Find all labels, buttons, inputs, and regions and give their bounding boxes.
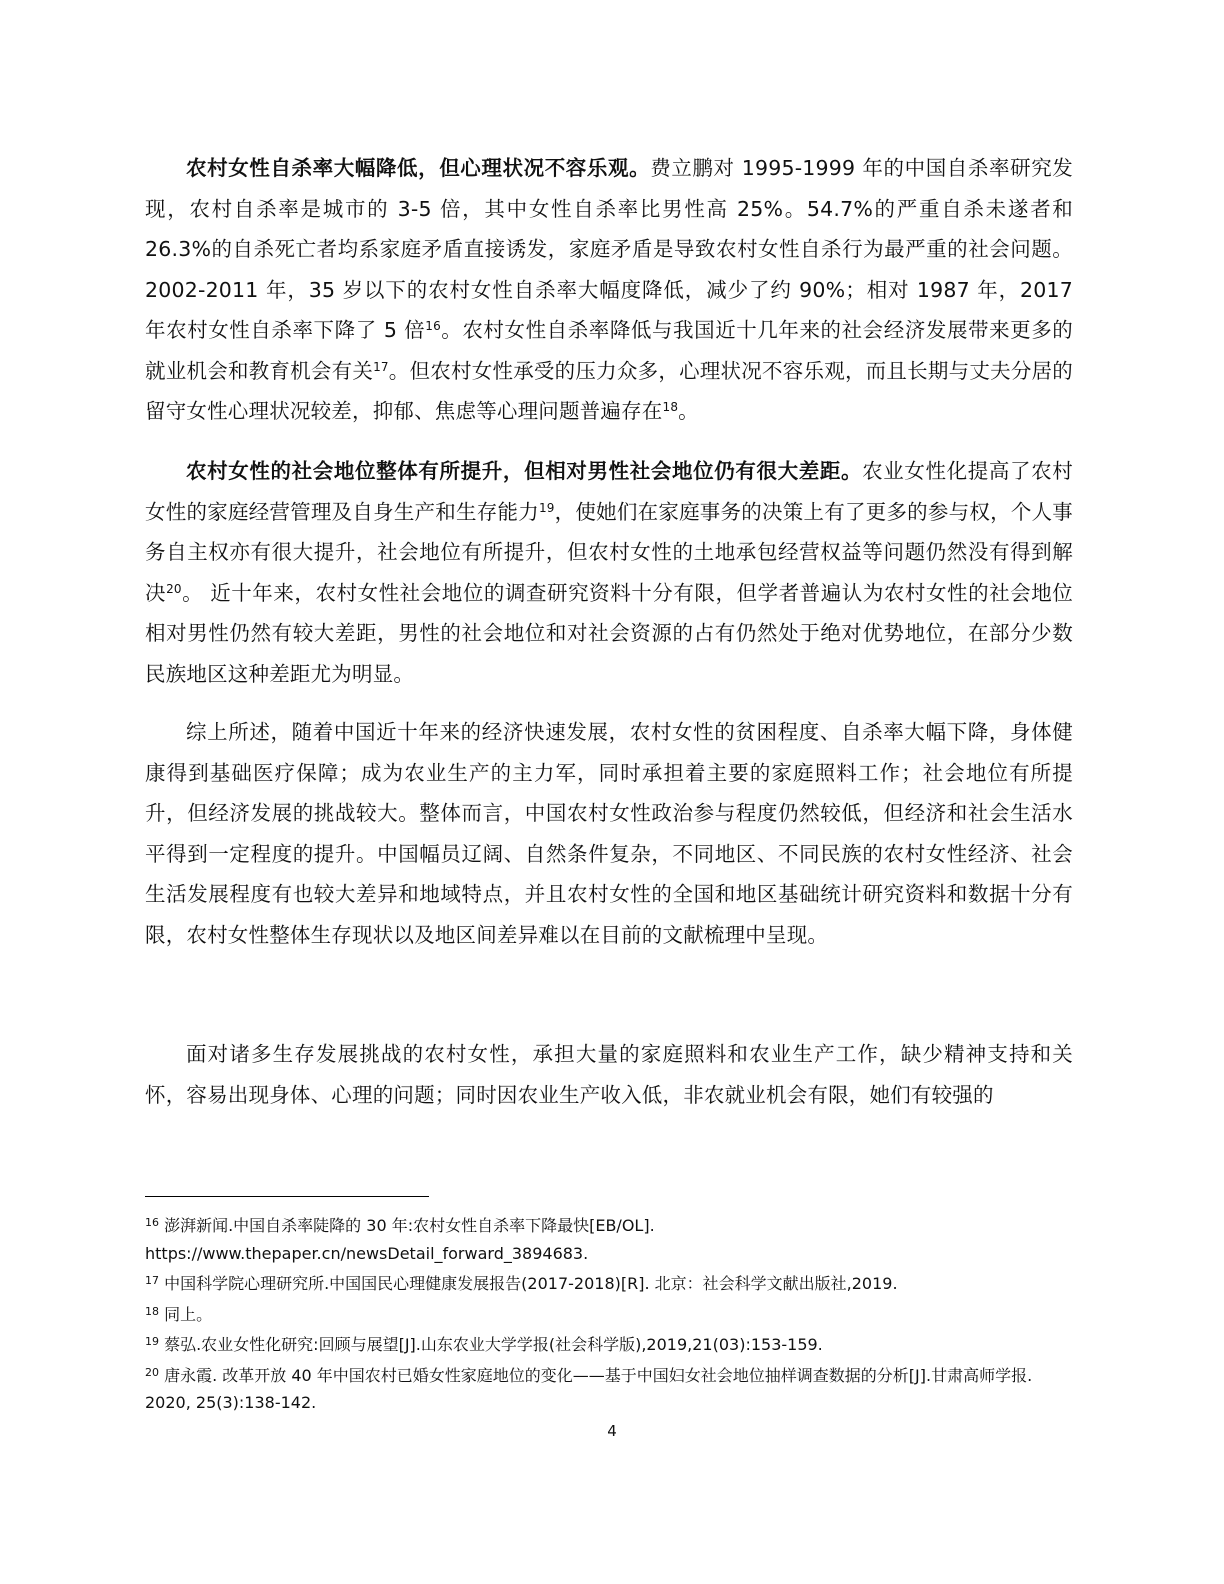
paragraph-suicide-mental-health [145,148,1073,432]
footnote-number: 17 [145,1274,159,1287]
paragraph-text: 2002-2011 年，35 岁以下的农村女性自杀率大幅度降低，减少了约 90%；相对 1987 年，2017 年农村女性自杀率下降了 5 倍 [145,277,1073,342]
paragraph-social-status [145,451,1073,694]
paragraph-text: ，使她们在家庭事务的决策上有了更多的参与权，个人事务自主权亦有很大提升，社会地位有所提升，但农村女性的土地承包经营权益等问题仍然没有得到解决 [145,499,1073,605]
paragraph-challenges: 面对诸多生存发展挑战的农村女性，承担大量的家庭照料和农业生产工作，缺少精神支持和关怀，容易出现身体、心理的问题；同时因农业生产收入低，非农就业机会有限，她们有较强的 [145,1042,1073,1107]
footnote-separator [145,1196,429,1197]
footnote-text: 唐永霞. 改革开放 40 年中国农村已婚女性家庭地位的变化——基于中国妇女社会地位抽样调查数据的分析[J].甘肃高师学报. 2020, 25(3):138-142. [145,1365,1033,1412]
footnote-ref-17[interactable]: 17 [373,359,389,374]
paragraph-lead-heading: 农村女性自杀率大幅降低，但心理状况不容乐观。 [186,156,651,180]
footnote-text: 蔡弘.农业女性化研究:回顾与展望[J].山东农业大学学报(社会科学版),2019,21(03):153-159. [164,1335,823,1354]
paragraph-text: 费立鹏对 1995-1999 年的中国自杀率研究发现，农村自杀率是城市的 3-5 倍，其中女性自杀率比男性高 25%。54.7%的严重自杀未遂者和 26.3%的自杀死亡者均系家庭矛盾直接诱发， [145,156,1073,261]
emphasized-statement: 家庭矛盾是导致农村女性自杀行为最严重的社会问题。 [568,237,1073,261]
paragraph-text: 农业女性化提高了农村女性的家庭经营管理及自身生产和生存能力 [145,459,1074,524]
paragraph-text: 。农村女性自杀率降低与我国近十几年来的社会经济发展带来更多的就业机会和教育机会有关 [145,318,1073,383]
footnote-text: 澎湃新闻.中国自杀率陡降的 30 年:农村女性自杀率下降最快[EB/OL]. [164,1216,655,1235]
footnote-number: 18 [145,1304,159,1318]
paragraph-text: 。 近十年来，农村女性社会地位的调查研究资料十分有限，但学者普遍认为农村女性的社会地位相对男性仍然有较大差距，男性的社会地位和对社会资源的占有仍然处于绝对优势地位，在部分少数民族地区这种差距尤为明显。 [145,580,1073,686]
footnote-url[interactable]: https://www.thepaper.cn/newsDetail_forward_3894683. [145,1243,589,1263]
footnote-ref-20[interactable]: 20 [166,581,182,596]
footnote-number: 16 [145,1216,159,1229]
footnotes [145,1212,1073,1420]
footnote-18 [145,1301,1073,1329]
footnote-text: 中国科学院心理研究所.中国国民心理健康发展报告(2017-2018)[R]. 北京：社会科学文献出版社,2019. [164,1274,898,1293]
footnote-17 [145,1270,1073,1298]
footnote-ref-18[interactable]: 18 [662,400,679,414]
paragraph-text: 。但农村女性承受的压力众多，心理状况不容乐观，而且长期与丈夫分居的留守女性心理状况较差，抑郁、焦虑等心理问题普遍存在 [145,358,1073,423]
footnote-ref-16[interactable]: 16 [425,319,441,333]
page-number: 4 [607,1422,617,1440]
paragraph-lead-heading: 农村女性的社会地位整体有所提升，但相对男性社会地位仍有很大差距。 [186,459,863,483]
footnote-ref-19[interactable]: 19 [538,500,555,515]
footnote-text: 同上。 [164,1304,213,1324]
paragraph-summary: 综上所述，随着中国近十年来的经济快速发展，农村女性的贫困程度、自杀率大幅下降，身体健康得到基础医疗保障；成为农业生产的主力军，同时承担着主要的家庭照料工作；社会地位有所提升，但经济发展的挑战较大。整体而言，中国农村女性政治参与程度仍然较低，但经济和社会生活水平得到一定程度的提升。中国幅员辽阔、自然条件复杂，不同地区、不同民族的农村女性经济、社会生活发展程度有也较大差异和地域特点，并且农村女性的全国和地区基础统计研究资料和数据十分有限，农村女性整体生存现状以及地区间差异难以在目前的文献梳理中呈现。 [145,720,1073,947]
footnote-16 [145,1212,1073,1267]
footnote-number: 20 [145,1365,159,1379]
footnote-19 [145,1331,1073,1359]
footnote-number: 19 [145,1335,159,1348]
paragraph-text: 。 [678,399,699,423]
footnote-20 [145,1362,1073,1417]
